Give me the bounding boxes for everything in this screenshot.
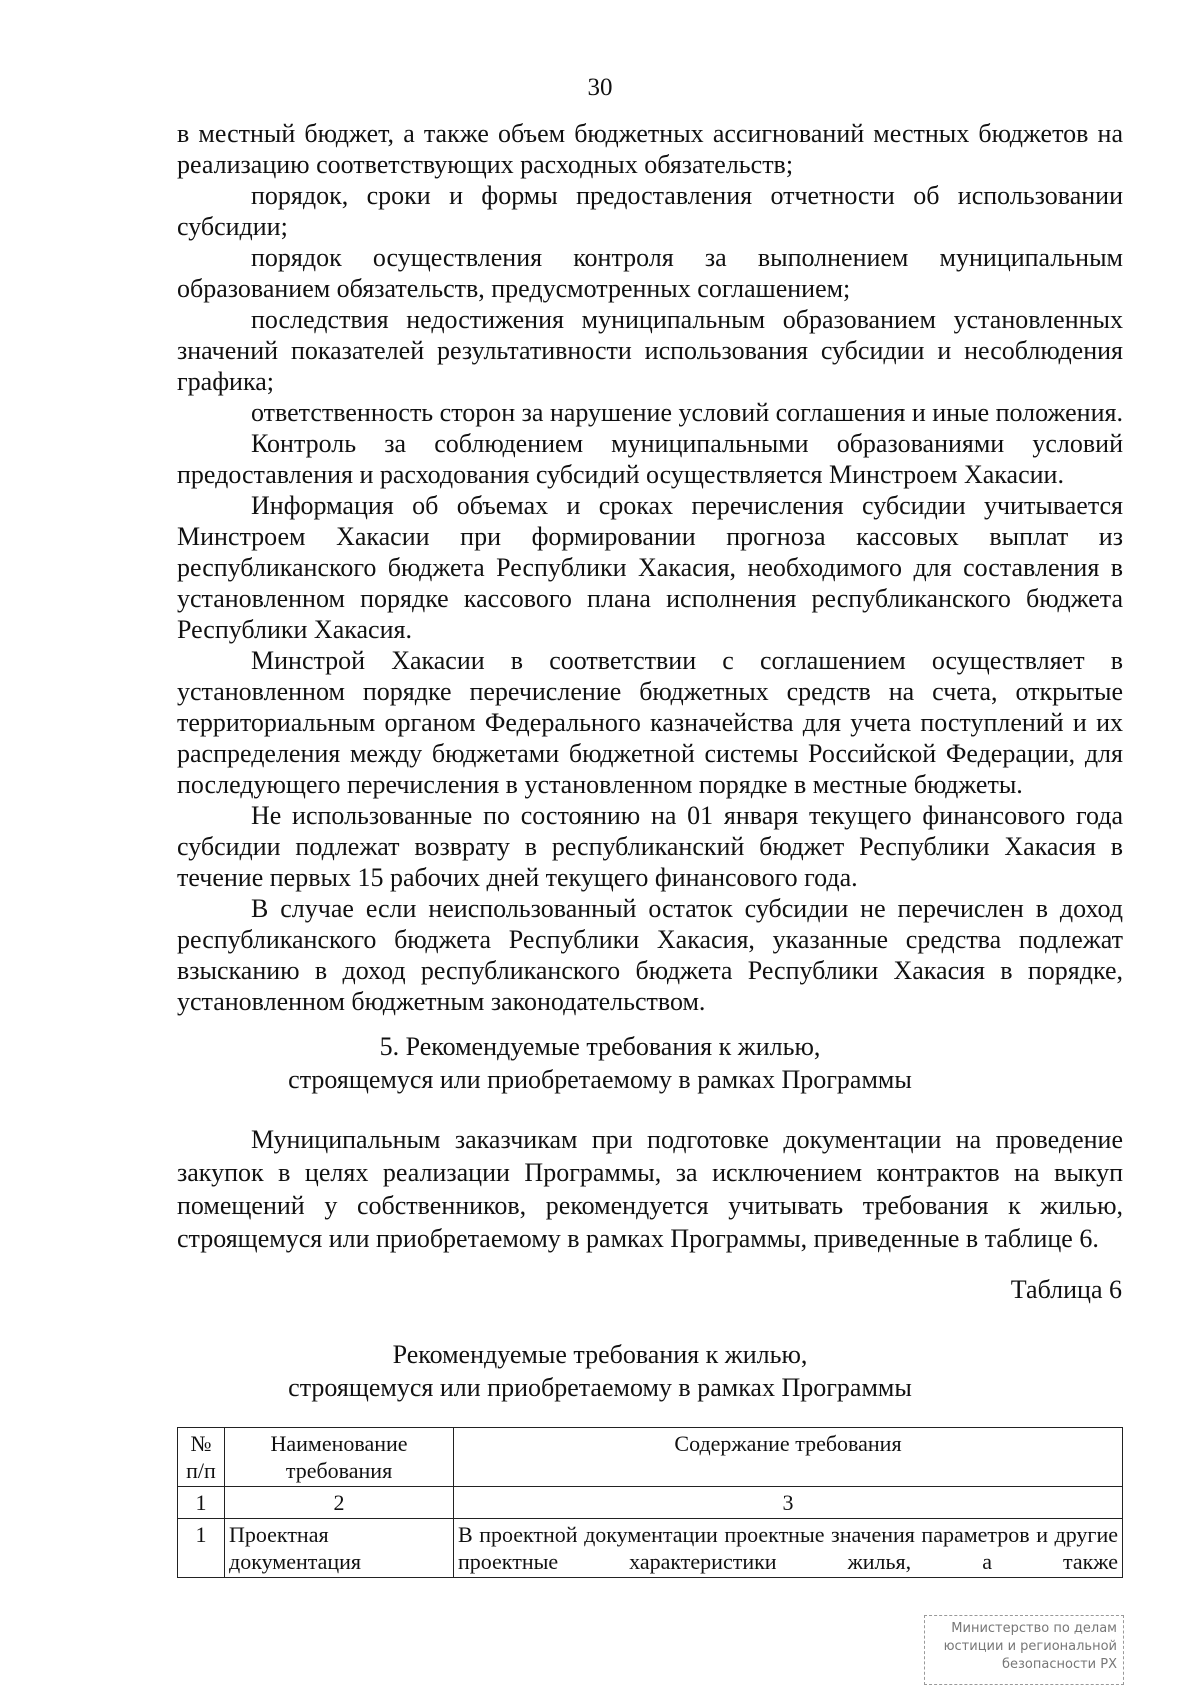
table-column-numbers-row xyxy=(178,1487,1123,1519)
stamp xyxy=(924,1615,1124,1685)
stamp-line: юстиции и региональной xyxy=(943,1639,1117,1654)
paragraph: ответственность сторон за нарушение условий соглашения и иные положения. xyxy=(251,398,1123,427)
stamp-line: Министерство по делам xyxy=(951,1621,1117,1636)
paragraph: В случае если неиспользованный остаток субсидии не перечислен в доход республиканского бюджета Республики Хакасия, указанные средства подлежат взысканию в доход республиканского бюджета Республики Хакасия в порядке, установленном бюджетным законодательством. xyxy=(177,894,1123,1016)
column-number: 3 xyxy=(454,1487,1123,1519)
paragraph: Не использованные по состоянию на 01 января текущего финансового года субсидии подлежат возврату в республиканский бюджет Республики Хакасия в течение первых 15 рабочих дней текущего финансового года. xyxy=(177,801,1123,892)
column-header-content: Содержание требования xyxy=(454,1428,1123,1487)
column-header-name: Наименование требования xyxy=(225,1428,454,1487)
row-name: Проектная документация xyxy=(225,1519,454,1578)
intro-paragraph: Муниципальным заказчикам при подготовке документации на проведение закупок в целях реализации Программы, за исключением контрактов на выкуп помещений у собственников, рекомендуется учитывать требования к жилью, строящемуся или приобретаемому в рамках Программы, приведенные в таблице 6. xyxy=(177,1125,1123,1253)
paragraph: в местный бюджет, а также объем бюджетных ассигнований местных бюджетов на реализацию соответствующих расходных обязательств; xyxy=(177,119,1123,179)
column-number: 1 xyxy=(178,1487,225,1519)
column-number: 2 xyxy=(225,1487,454,1519)
section-heading-line1: 5. Рекомендуемые требования к жилью, xyxy=(379,1032,821,1061)
table-label: Таблица 6 xyxy=(1010,1275,1122,1304)
table-row xyxy=(178,1519,1123,1578)
paragraph: последствия недостижения муниципальным образованием установленных значений показателей результативности использования субсидии и несоблюдения графика; xyxy=(177,305,1123,396)
paragraph: порядок, сроки и формы предоставления отчетности об использовании субсидии; xyxy=(177,181,1123,241)
column-header-number: № п/п xyxy=(178,1428,225,1487)
paragraph: Минстрой Хакасии в соответствии с соглашением осуществляет в установленном порядке перечисление бюджетных средств на счета, открытые территориальным органом Федерального казначейства для учета поступлений и их распределения между бюджетами бюджетной системы Российской Федерации, для последующего перечисления в установленном порядке в местные бюджеты. xyxy=(177,646,1123,799)
requirements-table xyxy=(177,1427,1123,1578)
paragraph: Контроль за соблюдением муниципальными образованиями условий предоставления и расходования субсидий осуществляется Минстроем Хакасии. xyxy=(177,429,1123,489)
row-number: 1 xyxy=(178,1519,225,1578)
row-content: В проектной документации проектные значения параметров и другие проектные характеристики жилья, а также xyxy=(454,1519,1123,1578)
stamp-line: безопасности РХ xyxy=(1002,1657,1117,1672)
section-heading-line2: строящемуся или приобретаемому в рамках Программы xyxy=(288,1065,912,1094)
table-title-line2: строящемуся или приобретаемому в рамках Программы xyxy=(288,1373,912,1402)
table-header-row xyxy=(178,1428,1123,1487)
body-text xyxy=(177,118,1123,1017)
page-number: 30 xyxy=(587,74,613,101)
paragraph: порядок осуществления контроля за выполнением муниципальным образованием обязательств, предусмотренных соглашением; xyxy=(177,243,1123,303)
table-title-line1: Рекомендуемые требования к жилью, xyxy=(392,1340,808,1369)
paragraph: Информация об объемах и сроках перечисления субсидии учитывается Минстроем Хакасии при формировании прогноза кассовых выплат из республиканского бюджета Республики Хакасия, необходимого для составления в установленном порядке кассового плана исполнения республиканского бюджета Республики Хакасия. xyxy=(177,491,1123,644)
